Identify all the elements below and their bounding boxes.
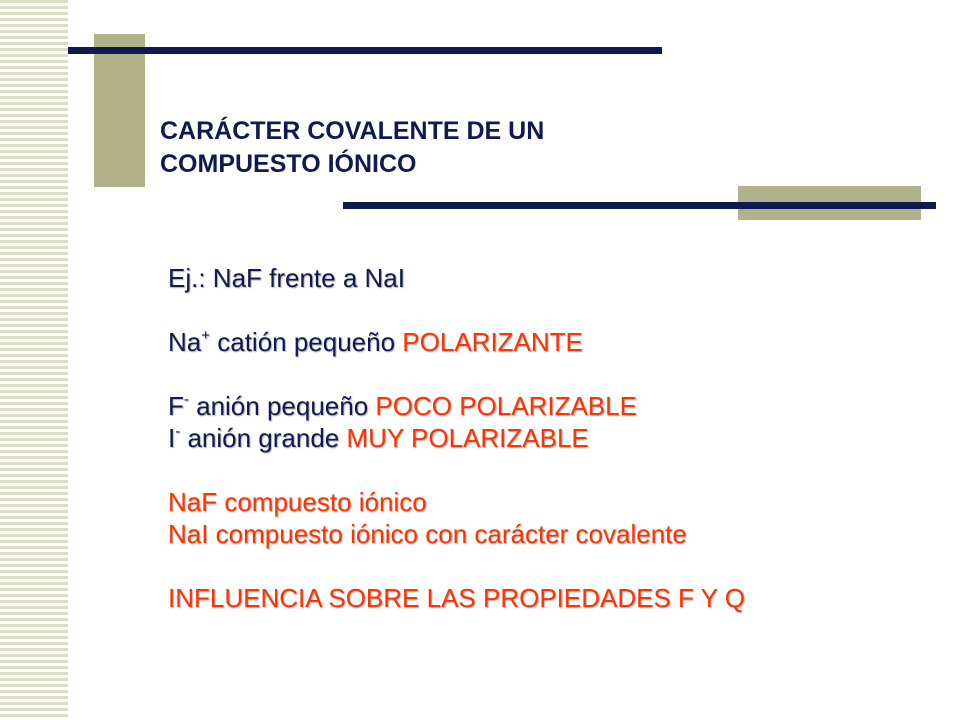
- slide-body: [168, 262, 745, 614]
- iodide-charge: -: [175, 423, 181, 440]
- iodide-description: anión grande: [180, 423, 347, 453]
- example-line: Ej.: NaF frente a NaI: [168, 263, 405, 293]
- iodide-line: [168, 422, 745, 454]
- olive-accent-block-top: [94, 34, 145, 187]
- iodide-symbol: I: [168, 423, 176, 453]
- fluoride-line: [168, 390, 745, 422]
- cation-symbol: Na: [168, 327, 202, 357]
- naf-line: NaF compuesto iónico: [168, 487, 427, 517]
- spacer: [168, 294, 745, 326]
- nai-line: NaI compuesto iónico con carácter covalente: [168, 519, 687, 549]
- fluoride-charge: -: [183, 391, 189, 408]
- fluoride-description: anión pequeño: [188, 391, 376, 421]
- cation-highlight: POLARIZANTE: [402, 327, 583, 357]
- slide-title-line-2: COMPUESTO IÓNICO: [160, 150, 417, 178]
- fluoride-symbol: F: [168, 391, 184, 421]
- cation-charge: +: [201, 327, 211, 344]
- striped-side-band: [0, 0, 68, 720]
- cation-description: catión pequeño: [210, 327, 403, 357]
- spacer: [168, 454, 745, 486]
- fluoride-highlight: POCO POLARIZABLE: [375, 391, 637, 421]
- cation-line: [168, 326, 745, 358]
- navy-rule-bottom: [343, 202, 936, 209]
- navy-rule-top: [68, 47, 662, 54]
- spacer: [168, 550, 745, 582]
- slide-title: [160, 115, 544, 181]
- influence-line: INFLUENCIA SOBRE LAS PROPIEDADES F Y Q: [168, 583, 745, 613]
- iodide-highlight: MUY POLARIZABLE: [346, 423, 589, 453]
- slide-title-line-1: CARÁCTER COVALENTE DE UN: [160, 117, 545, 145]
- spacer: [168, 358, 745, 390]
